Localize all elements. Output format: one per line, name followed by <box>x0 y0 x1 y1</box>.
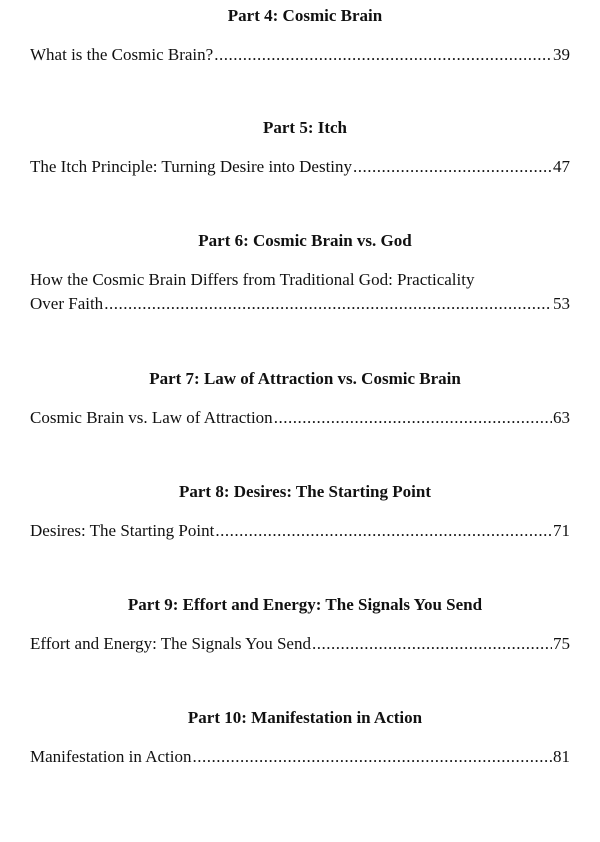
toc-entry-page: 75 <box>553 634 570 653</box>
toc-entry-title: Manifestation in Action <box>30 747 192 766</box>
toc-entry[interactable] <box>30 519 570 543</box>
toc-entry-title: Desires: The Starting Point <box>30 521 215 540</box>
toc-entry[interactable] <box>30 268 570 316</box>
toc-entry[interactable] <box>30 406 570 430</box>
toc-entry[interactable] <box>30 155 570 179</box>
part-heading: Part 5: Itch <box>262 118 348 137</box>
toc-entry-page: 71 <box>553 521 570 540</box>
toc-section-part-8 <box>30 482 570 543</box>
toc-section-part-5 <box>30 118 570 179</box>
dot-leader <box>192 745 552 769</box>
dot-leader <box>353 155 552 179</box>
part-heading: Part 7: Law of Attraction vs. Cosmic Brain <box>149 369 461 388</box>
toc-entry-title: What is the Cosmic Brain? <box>30 45 214 64</box>
dot-leader <box>274 406 552 430</box>
toc-entry-title: Cosmic Brain vs. Law of Attraction <box>30 408 273 427</box>
part-heading: Part 8: Desires: The Starting Point <box>179 482 431 501</box>
toc-section-part-4 <box>30 6 570 67</box>
toc-entry-title: Effort and Energy: The Signals You Send <box>30 634 311 653</box>
toc-entry[interactable] <box>30 745 570 769</box>
toc-section-part-10 <box>30 708 570 769</box>
toc-entry-page: 47 <box>553 157 570 176</box>
part-heading: Part 6: Cosmic Brain vs. God <box>198 231 412 250</box>
dot-leader <box>104 292 552 316</box>
toc-entry-title-line1: How the Cosmic Brain Differs from Traditional God: Practicality <box>30 270 475 289</box>
toc-entry-page: 39 <box>553 45 570 64</box>
part-heading: Part 4: Cosmic Brain <box>227 6 383 25</box>
part-heading: Part 9: Effort and Energy: The Signals You Send <box>127 595 483 614</box>
part-heading: Part 10: Manifestation in Action <box>187 708 423 727</box>
toc-section-part-9 <box>30 595 570 656</box>
dot-leader <box>215 519 552 543</box>
toc-entry-page: 53 <box>553 294 570 313</box>
toc-entry-title: Over Faith <box>30 294 104 313</box>
toc-entry-title: The Itch Principle: Turning Desire into Destiny <box>30 157 353 176</box>
dot-leader <box>214 43 552 67</box>
toc-entry-page: 63 <box>553 408 570 427</box>
toc-entry-page: 81 <box>553 747 570 766</box>
toc-entry[interactable] <box>30 43 570 67</box>
toc-section-part-6 <box>30 231 570 316</box>
toc-section-part-7 <box>30 369 570 430</box>
dot-leader <box>312 632 552 656</box>
toc-entry[interactable] <box>30 632 570 656</box>
